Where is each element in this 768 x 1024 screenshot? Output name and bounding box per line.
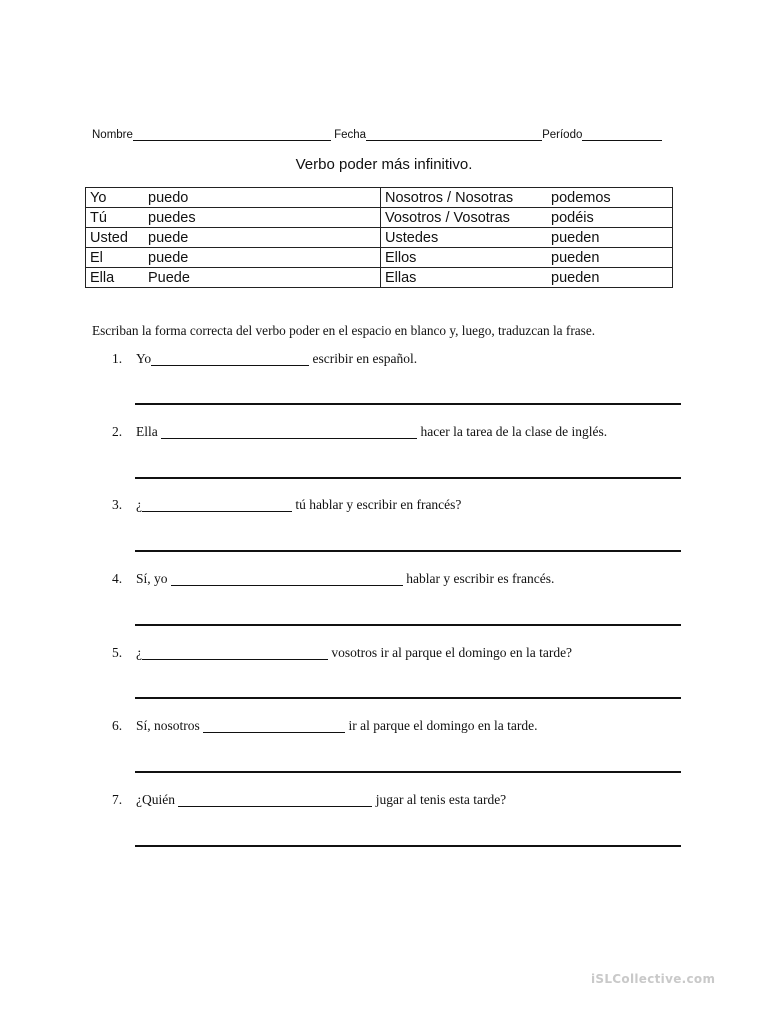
translation-line[interactable] <box>135 403 681 405</box>
question-text-before: ¿ <box>136 645 142 660</box>
verb-form: podemos <box>551 189 611 206</box>
fill-in-blank[interactable] <box>161 425 417 439</box>
question-6 <box>112 718 537 734</box>
question-text-after: escribir en español. <box>309 351 418 366</box>
table-row <box>86 188 673 208</box>
question-text-after: jugar al tenis esta tarde? <box>372 792 507 807</box>
table-row <box>86 248 673 268</box>
question-text-after: tú hablar y escribir en francés? <box>292 497 462 512</box>
question-5 <box>112 645 572 661</box>
verb-form: pueden <box>551 269 600 286</box>
pronoun: Tú <box>90 209 107 226</box>
translation-line[interactable] <box>135 477 681 479</box>
fill-in-blank[interactable] <box>142 646 328 660</box>
worksheet-title: Verbo poder más infinitivo. <box>295 156 473 173</box>
translation-line[interactable] <box>135 550 681 552</box>
period-label: Período <box>542 129 583 141</box>
fill-in-blank[interactable] <box>171 572 403 586</box>
verb-form: puede <box>148 249 189 266</box>
singular-cell <box>86 188 381 208</box>
student-info-header <box>92 128 680 141</box>
pronoun: El <box>90 249 103 266</box>
question-7 <box>112 792 506 808</box>
question-text-before: Yo <box>136 351 152 366</box>
question-number: 5. <box>112 645 123 660</box>
question-number: 2. <box>112 424 123 439</box>
pronoun: Ella <box>90 269 115 286</box>
plural-cell <box>381 228 673 248</box>
verb-form: pueden <box>551 229 600 246</box>
conjugation-table <box>85 187 673 288</box>
question-number: 4. <box>112 571 123 586</box>
pronoun: Ustedes <box>385 229 439 246</box>
plural-cell <box>381 188 673 208</box>
plural-cell <box>381 268 673 288</box>
fill-in-blank[interactable] <box>203 719 345 733</box>
question-text-before: Sí, nosotros <box>136 718 204 733</box>
date-label: Fecha <box>334 129 367 141</box>
fill-in-blank[interactable] <box>151 352 309 366</box>
translation-line[interactable] <box>135 624 681 626</box>
singular-cell <box>86 208 381 228</box>
pronoun: Usted <box>90 229 128 246</box>
question-number: 6. <box>112 718 123 733</box>
question-text-after: ir al parque el domingo en la tarde. <box>345 718 538 733</box>
name-blank[interactable] <box>133 128 331 141</box>
pronoun: Ellos <box>385 249 417 266</box>
period-blank[interactable] <box>582 128 662 141</box>
question-text-before: ¿ <box>136 497 142 512</box>
pronoun: Nosotros / Nosotras <box>385 189 514 206</box>
plural-cell <box>381 248 673 268</box>
verb-form: Puede <box>148 269 190 286</box>
verb-form: podéis <box>551 209 594 226</box>
instructions: Escriban la forma correcta del verbo poder en el espacio en blanco y, luego, traduzcan la frase. <box>92 323 596 338</box>
question-text-after: vosotros ir al parque el domingo en la tarde? <box>328 645 573 660</box>
table-row <box>86 208 673 228</box>
pronoun: Vosotros / Vosotras <box>385 209 510 226</box>
translation-line[interactable] <box>135 697 681 699</box>
table-row <box>86 268 673 288</box>
pronoun: Yo <box>90 189 107 206</box>
question-1 <box>112 351 417 367</box>
verb-form: pueden <box>551 249 600 266</box>
question-number: 3. <box>112 497 123 512</box>
table-row <box>86 228 673 248</box>
question-text-before: ¿Quién <box>136 792 179 807</box>
question-2 <box>112 424 607 440</box>
name-label: Nombre <box>92 129 133 141</box>
question-text-before: Sí, yo <box>136 571 171 586</box>
fill-in-blank[interactable] <box>142 498 292 512</box>
question-text-after: hablar y escribir es francés. <box>402 571 555 586</box>
translation-line[interactable] <box>135 845 681 847</box>
verb-form: puedo <box>148 189 189 206</box>
translation-line[interactable] <box>135 771 681 773</box>
singular-cell <box>86 228 381 248</box>
question-text-before: Ella <box>136 424 162 439</box>
date-blank[interactable] <box>366 128 542 141</box>
question-3 <box>112 497 461 513</box>
watermark-logo: iSLCollective.com <box>591 972 716 986</box>
question-text-after: hacer la tarea de la clase de inglés. <box>417 424 608 439</box>
question-4 <box>112 571 554 587</box>
question-number: 7. <box>112 792 123 807</box>
plural-cell <box>381 208 673 228</box>
fill-in-blank[interactable] <box>178 793 372 807</box>
verb-form: puede <box>148 229 189 246</box>
singular-cell <box>86 248 381 268</box>
verb-form: puedes <box>148 209 196 226</box>
question-number: 1. <box>112 351 123 366</box>
pronoun: Ellas <box>385 269 417 286</box>
singular-cell <box>86 268 381 288</box>
